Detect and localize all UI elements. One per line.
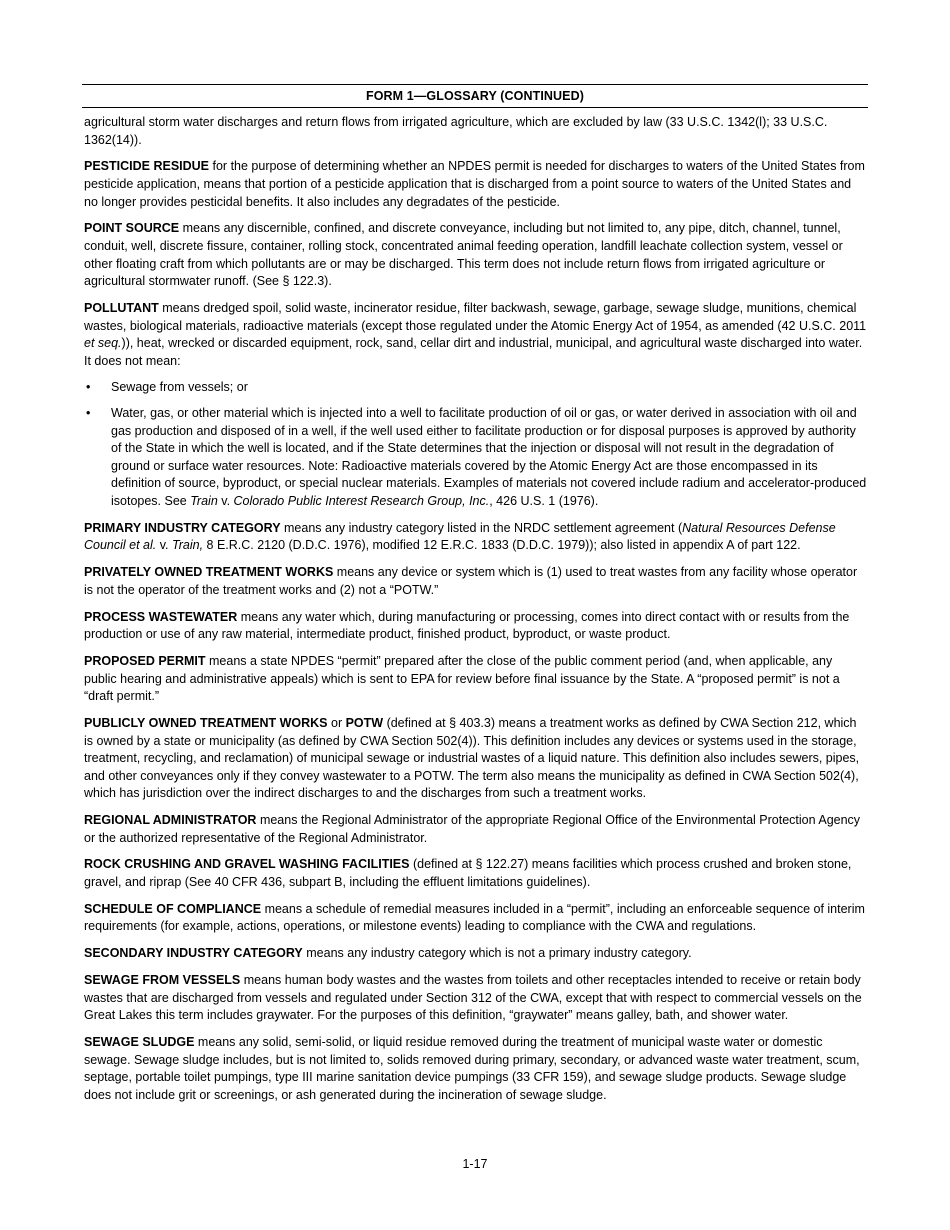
definition-text: means a state NPDES “permit” prepared after the close of the public comment period (and, when applicable, any public hearing and administrative appeals) which is sent to EPA for review before final issuance by the State. A “proposed permit” is not a “draft permit.” (84, 653, 840, 704)
page-title: FORM 1—GLOSSARY (CONTINUED) (82, 84, 868, 108)
term-label: PROCESS WASTEWATER (84, 609, 238, 624)
definition-text: means any water which, during manufacturing or processing, comes into direct contact with or results from the production or use of any raw material, intermediate product, finished product, byproduct, or waste product. (84, 609, 850, 642)
bullet-icon: • (86, 406, 91, 421)
case-name: Train, (172, 538, 204, 553)
italic-text: et seq. (84, 336, 122, 351)
term-label: PRIMARY INDUSTRY CATEGORY (84, 520, 281, 535)
list-item-text: Sewage from vessels; or (111, 380, 248, 395)
entry-pesticide-residue (84, 158, 868, 211)
term-label: PESTICIDE RESIDUE (84, 159, 210, 174)
definition-text: (defined at § 122.27) means facilities which process crushed and broken stone, gravel, and riprap (See 40 CFR 436, subpart B, including the effluent limitations guidelines). (84, 857, 852, 890)
case-name: Natural Resources Defense Council et al. (84, 520, 836, 553)
continuation-paragraph: agricultural storm water discharges and return flows from irrigated agriculture, which are excluded by law (33 U.S.C. 1342(l); 33 U.S.C. 1362(14)). (84, 115, 828, 147)
glossary-content (82, 114, 868, 1104)
page-number: 1-17 (462, 1157, 488, 1171)
definition-text: means any device or system which is (1) used to treat wastes from any facility whose operator is not the operator of the treatment works and (2) not a “POTW.” (84, 565, 858, 597)
definition-text: )), heat, wrecked or discarded equipment, rock, sand, cellar dirt and industrial, municipal, and agricultural waste discharged into water. It does not mean: (84, 336, 863, 368)
definition-text: means a schedule of remedial measures included in a “permit”, including an enforceable sequence of interim requirements (for example, actions, operations, or milestone events) leading to compliance with the CWA and regulations. (84, 901, 865, 934)
definition-text: for the purpose of determining whether an NPDES permit is needed for discharges to waters of the United States from pesticide application, means that portion of a pesticide application that is discharged from a point source to waters of the United States and no longer provides pesticidal benefits. It also includes any degradates of the pesticide. (84, 159, 865, 209)
case-name: Train (190, 494, 218, 509)
entry-pollutant (84, 300, 868, 370)
term-label: SEWAGE SLUDGE (84, 1034, 195, 1049)
term-label: POTW (345, 715, 384, 730)
term-label: ROCK CRUSHING AND GRAVEL WASHING FACILITIES (84, 857, 410, 872)
entry-primary-industry-category (84, 520, 868, 555)
definition-text: means dredged spoil, solid waste, incinerator residue, filter backwash, sewage, garbage, sewage sludge, munitions, chemical wastes, biological materials, radioactive materials (except those regulated under the Atomic Energy Act of 1954, as amended (42 U.S.C. 2011 (84, 300, 867, 333)
definition-text: 8 E.R.C. 2120 (D.D.C. 1976), modified 12 E.R.C. 1833 (D.D.C. 1979)); also listed in appendix A of part 122. (203, 538, 801, 553)
entry-schedule-of-compliance (84, 901, 868, 936)
definition-text: means human body wastes and the wastes from toilets and other receptacles intended to receive or retain body wastes that are discharged from vessels and regulated under Section 312 of the CWA, except that with respect to commercial vessels on the Great Lakes this term includes graywater. For the purposes of this definition, “graywater” means galley, bath, and shower water. (84, 972, 862, 1023)
entry-potw (84, 715, 868, 803)
entry-sewage-from-vessels (84, 972, 868, 1025)
entry-proposed-permit (84, 653, 868, 706)
definition-text: means any industry category which is not a primary industry category. (302, 946, 692, 961)
term-label: SECONDARY INDUSTRY CATEGORY (84, 946, 303, 961)
term-label: REGIONAL ADMINISTRATOR (84, 813, 257, 828)
term-label: POLLUTANT (84, 300, 159, 315)
definition-text: or (327, 715, 346, 730)
bullet-icon: • (86, 380, 91, 395)
list-item-text: Water, gas, or other material which is injected into a well to facilitate production of oil or gas, or water derived in association with oil and gas production and disposed of in a well, if the well used either to facilitate production or for disposal purposes is approved by authority of the State in which the well is located, and if the State determines that the injection or disposal will not result in the degradation of ground or surface water resources. Note: Radioactive materials covered by the Atomic Energy Act are those encompassed in its definition of source, byproduct, or special nuclear materials. Examples of materials not covered include radium and accelerator-produced isotopes. See (111, 406, 867, 509)
term-label: SEWAGE FROM VESSELS (84, 972, 241, 987)
term-label: PUBLICLY OWNED TREATMENT WORKS (84, 715, 328, 730)
definition-text: means any solid, semi-solid, or liquid residue removed during the treatment of municipal waste water or domestic sewage. Sewage sludge includes, but is not limited to, solids removed during primary, secondary, or advanced waste water treatment, scum, septage, portable toilet pumpings, type III marine sanitation device pumpings (33 CFR 159), and sewage sludge products. Sewage sludge does not include grit or screenings, or ash generated during the incineration of sewage sludge. (84, 1034, 860, 1102)
entry-regional-administrator (84, 812, 868, 847)
definition-text: (defined at § 403.3) means a treatment works as defined by CWA Section 212, which is owned by a state or municipality (as defined by CWA Section 502(4)). This definition includes any devices or systems used in the storage, treatment, recycling, and reclamation) of municipal sewage or industrial wastes of a liquid nature. This definition also includes sewers, pipes, and other conveyances only if they convey wastewater to a POTW. The term also means the municipality as defined in CWA Section 502(4), which has jurisdiction over the indirect discharges to and the discharges from such a treatment works. (84, 715, 860, 801)
pollutant-exclusions-list (84, 379, 868, 510)
entry-privately-owned-treatment-works (84, 564, 868, 599)
term-label: SCHEDULE OF COMPLIANCE (84, 901, 262, 916)
definition-text: v. (156, 538, 173, 553)
list-item (84, 405, 868, 511)
list-item (84, 379, 868, 397)
entry-sewage-sludge (84, 1034, 868, 1104)
definition-text: means any industry category listed in the NRDC settlement agreement ( (280, 520, 683, 535)
entry-secondary-industry-category (84, 945, 868, 963)
term-label: PRIVATELY OWNED TREATMENT WORKS (84, 565, 334, 580)
term-label: PROPOSED PERMIT (84, 653, 206, 668)
entry-process-wastewater (84, 609, 868, 644)
term-label: POINT SOURCE (84, 221, 180, 236)
list-item-text: , 426 U.S. 1 (1976). (489, 494, 599, 509)
entry-point-source (84, 220, 868, 290)
list-item-text: v. (217, 494, 234, 509)
glossary-page (82, 84, 868, 1114)
definition-text: means any discernible, confined, and discrete conveyance, including but not limited to, any pipe, ditch, channel, tunnel, conduit, well, discrete fissure, container, rolling stock, concentrated animal feeding operation, landfill leachate collection system, vessel or other floating craft from which pollutants are or may be discharged. This term does not include return flows from irrigated agriculture or agricultural stormwater runoff. (See § 122.3). (84, 221, 843, 289)
entry-rock-crushing (84, 856, 868, 891)
case-name: Colorado Public Interest Research Group, Inc. (233, 494, 490, 509)
definition-text: means the Regional Administrator of the appropriate Regional Office of the Environmental Protection Agency or the authorized representative of the Regional Administrator. (84, 813, 861, 845)
